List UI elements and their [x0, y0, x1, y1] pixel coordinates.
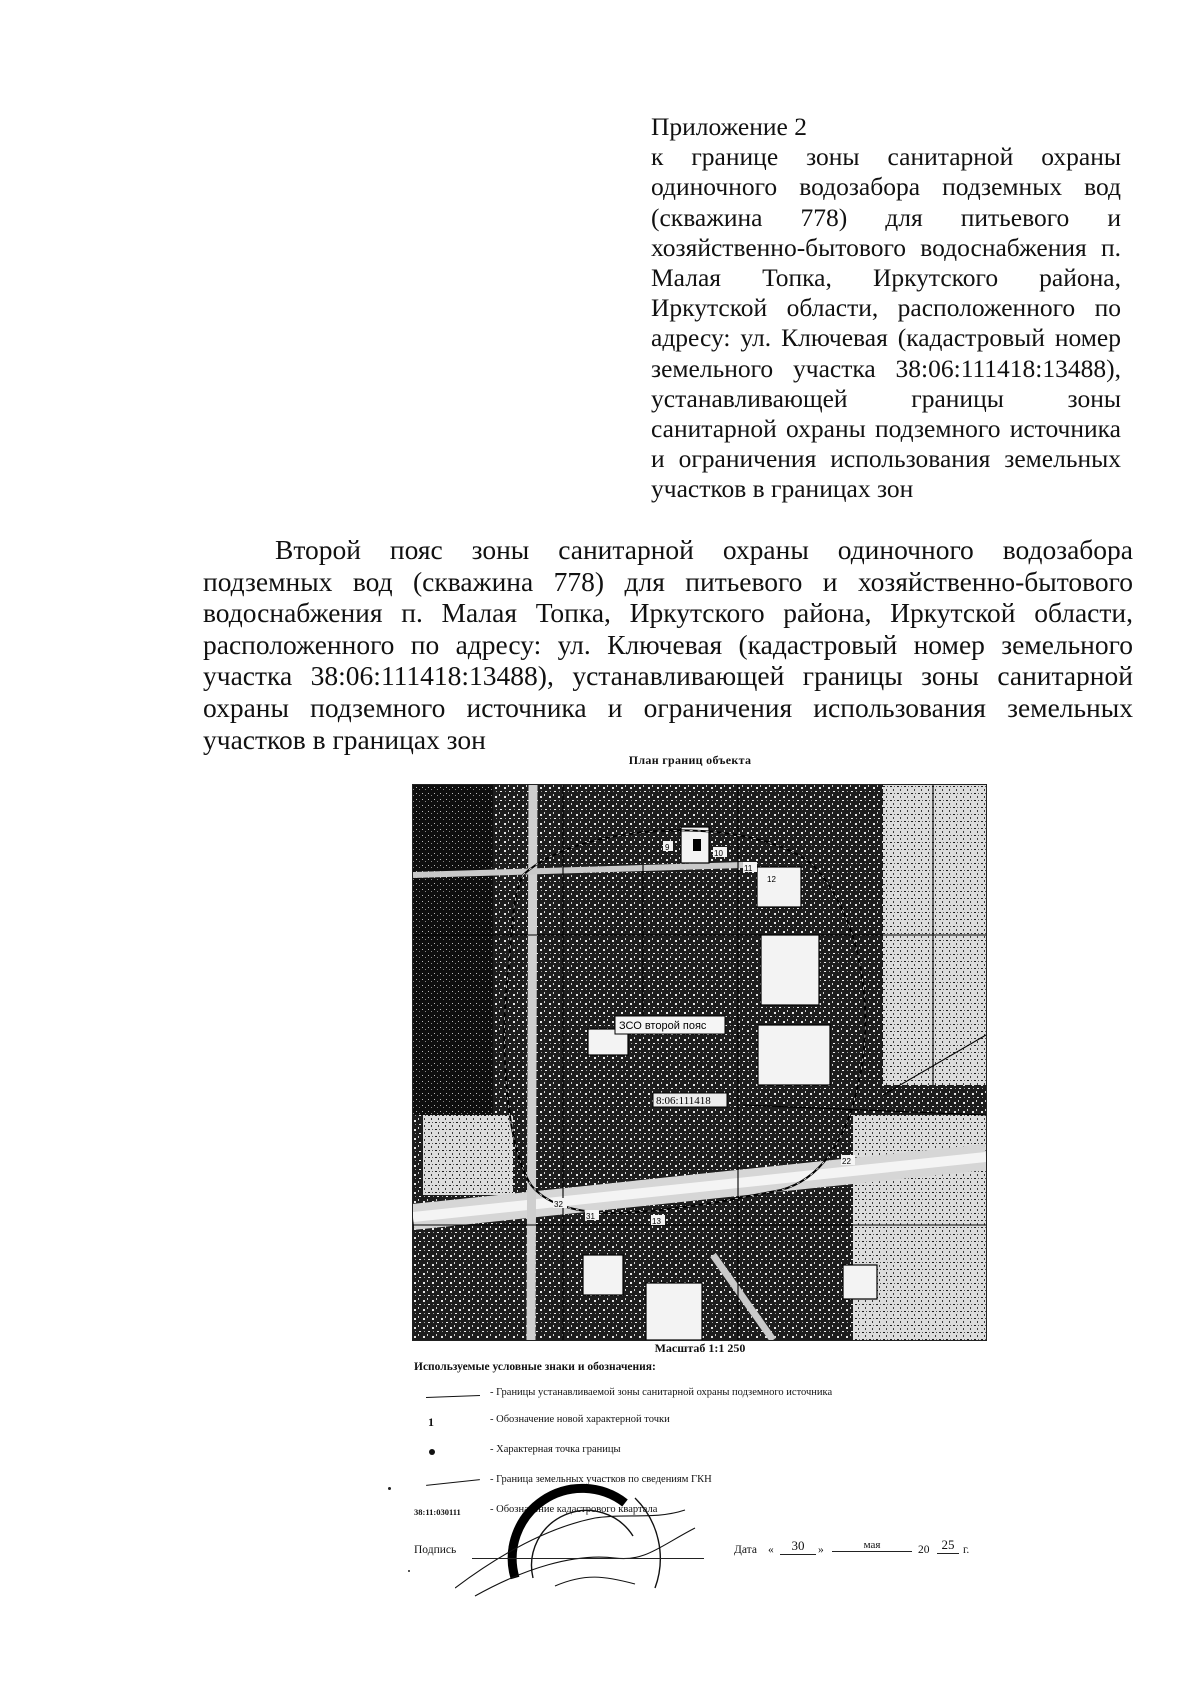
- map-point: [651, 1215, 665, 1226]
- signature-row: [414, 1538, 974, 1568]
- legend-point-number: 1: [428, 1415, 434, 1429]
- date-quote-close: »: [818, 1544, 824, 1556]
- date-label: Дата: [734, 1544, 757, 1556]
- legend-item-text: - Характерная точка границы: [490, 1444, 621, 1455]
- stamp-image: [455, 1458, 705, 1598]
- legend-item-zone-boundary: [414, 1385, 974, 1405]
- signature-line: [472, 1558, 704, 1559]
- date-year-suffix: г.: [963, 1544, 970, 1556]
- map-light-area-southwest: [423, 1115, 513, 1195]
- scan-dust: [408, 1570, 410, 1572]
- legend-quarter-code: 38:11:030111: [414, 1507, 461, 1517]
- map-point: [766, 873, 780, 884]
- map-point: [553, 1198, 567, 1209]
- legend-item-text: - Границы устанавливаемой зоны санитарной охраны подземного источника: [490, 1387, 833, 1398]
- appendix-subtitle: к границе зоны санитарной охраны одиночного водозабора подземных вод (скважина 778) для питьевого и хозяйственно-бытового водоснабжения п. Малая Топка, Иркутского района, Иркутской области, расположенного по адресу: ул. Ключевая (кадастровый номер земельного участка 38:06:111418:13488), устанавливающей границы зоны санитарной охраны подземного источника и ограничения использования земельных участков в границах зон: [651, 142, 1121, 504]
- legend-title: Используемые условные знаки и обозначения:: [414, 1361, 656, 1373]
- map-point-label: 11: [744, 864, 753, 873]
- map-cadastral-label: 8:06:111418: [656, 1095, 711, 1107]
- map-point-label: 13: [652, 1217, 661, 1226]
- date-day: 30: [780, 1538, 816, 1555]
- map-zone-label: ЗСО второй пояс: [619, 1020, 707, 1032]
- appendix-header: [651, 112, 1121, 505]
- legend-item-text: - Обозначение кадастрового квартала: [490, 1504, 658, 1515]
- map-svg: [413, 785, 986, 1340]
- legend-item-new-point: [414, 1412, 974, 1432]
- map-point: [743, 862, 757, 873]
- date-quote-open: «: [768, 1544, 774, 1556]
- map-dark-area-west: [413, 785, 493, 1115]
- date-month: мая: [832, 1539, 912, 1552]
- date-century: 20: [918, 1544, 930, 1556]
- map-building-core: [693, 839, 701, 851]
- body-paragraph: Второй пояс зоны санитарной охраны одиночного водозабора подземных вод (скважина 778) для питьевого и хозяйственно-бытового водоснабжения п. Малая Топка, Иркутского района, Иркутской области, расположенного по адресу: ул. Ключевая (кадастровый номер земельного участка 38:06:111418:13488), устанавливающей границы зоны санитарной охраны подземного источника и ограничения использования земельных участков в границах зон: [203, 534, 1133, 755]
- map-point-label: 31: [586, 1212, 595, 1221]
- map-scale: Масштаб 1:1 250: [654, 1341, 746, 1355]
- map-image: [412, 784, 987, 1341]
- map-point-label: 22: [842, 1157, 851, 1166]
- date-year: 25: [937, 1537, 959, 1554]
- scan-dust: [388, 1487, 391, 1490]
- map-point-label: 12: [767, 875, 776, 884]
- legend-zone-line-icon: [414, 1385, 484, 1405]
- legend-item-text: - Граница земельных участков по сведениям ГКН: [490, 1474, 712, 1485]
- map-point: [585, 1210, 599, 1221]
- appendix-title: Приложение 2: [651, 112, 807, 141]
- map-point-label: 32: [554, 1200, 563, 1209]
- legend-item-text: - Обозначение новой характерной точки: [490, 1414, 670, 1425]
- map-point: [663, 841, 673, 852]
- map-point-label: 10: [714, 849, 723, 858]
- map-point-label: 9: [665, 843, 670, 852]
- signature-label: Подпись: [414, 1544, 457, 1556]
- signature-stroke: [555, 1577, 635, 1586]
- map-point: [841, 1155, 855, 1166]
- map-point: [713, 847, 727, 858]
- map-caption: План границ объекта: [628, 753, 752, 767]
